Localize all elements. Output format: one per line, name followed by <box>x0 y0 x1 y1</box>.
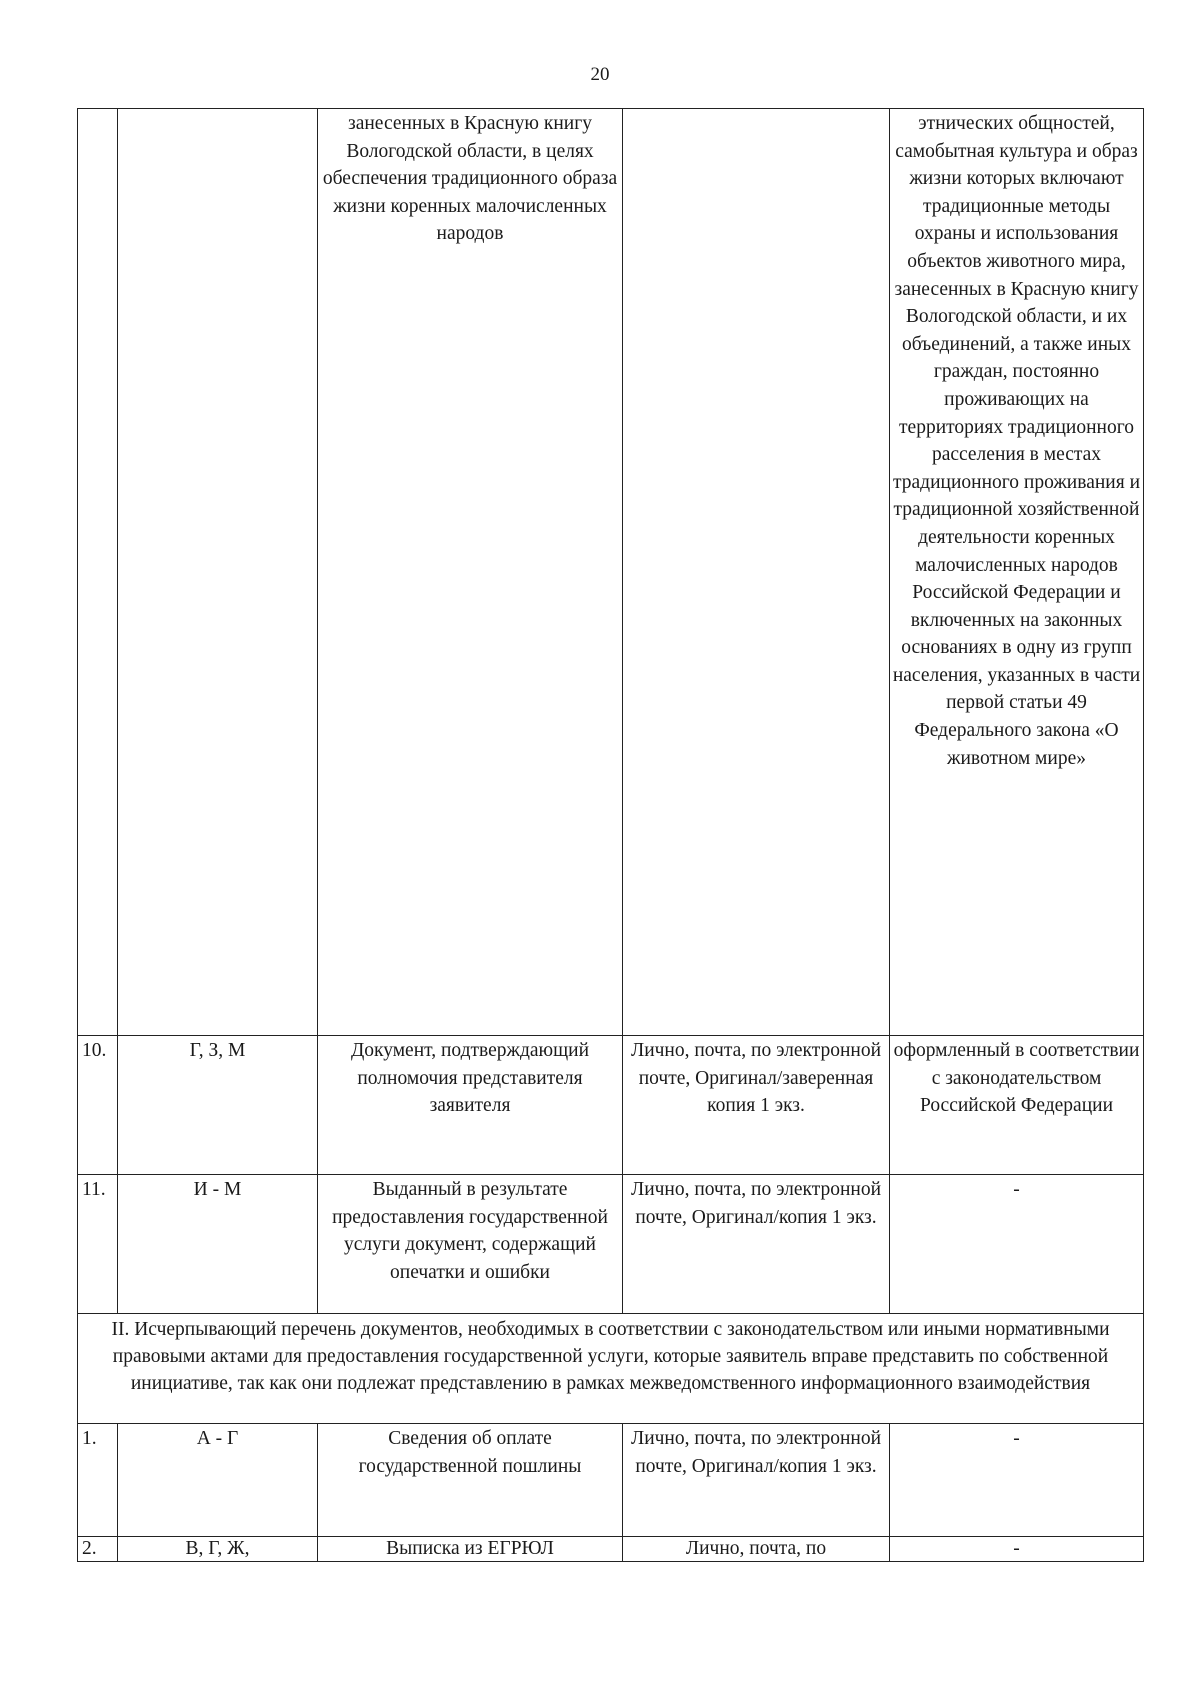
cell-method: Лично, почта, по электронной почте, Оригинал/копия 1 экз. <box>623 1424 890 1537</box>
cell-document-name: Документ, подтверждающий полномочия представителя заявителя <box>318 1036 623 1175</box>
table-row <box>78 1036 1144 1175</box>
cell-category: А - Г <box>118 1424 318 1537</box>
cell-note: - <box>890 1175 1144 1314</box>
cell-num: 2. <box>78 1537 118 1562</box>
cell-method: Лично, почта, по электронной почте, Оригинал/копия 1 экз. <box>623 1175 890 1314</box>
table-row-continued <box>78 109 1144 1036</box>
cell-document-name: Сведения об оплате государственной пошлины <box>318 1424 623 1537</box>
cell-category <box>118 109 318 1036</box>
page-number: 20 <box>590 64 610 85</box>
cell-method: Лично, почта, по электронной почте, Оригинал/заверенная копия 1 экз. <box>623 1036 890 1175</box>
cell-document-name: Выданный в результате предоставления государственной услуги документ, содержащий опечатки и ошибки <box>318 1175 623 1314</box>
section-header: II. Исчерпывающий перечень документов, необходимых в соответствии с законодательством или иными нормативными правовыми актами для предоставления государственной услуги, которые заявитель вправе представить по собственной инициативе, так как они подлежат представлению в рамках межведомственного информационного взаимодействия <box>78 1314 1144 1424</box>
cell-num: 1. <box>78 1424 118 1537</box>
cell-num <box>78 109 118 1036</box>
cell-num: 10. <box>78 1036 118 1175</box>
cell-category: Г, З, М <box>118 1036 318 1175</box>
cell-method <box>623 109 890 1036</box>
cell-method: Лично, почта, по <box>623 1537 890 1562</box>
cell-document-name: Выписка из ЕГРЮЛ <box>318 1537 623 1562</box>
documents-table <box>77 108 1144 1562</box>
cell-category: И - М <box>118 1175 318 1314</box>
table-row <box>78 1537 1144 1562</box>
cell-note: - <box>890 1537 1144 1562</box>
cell-document-name: занесенных в Красную книгу Вологодской области, в целях обеспечения традиционного образа жизни коренных малочисленных народов <box>318 109 623 1036</box>
cell-num: 11. <box>78 1175 118 1314</box>
cell-note: - <box>890 1424 1144 1537</box>
cell-note: оформленный в соответствии с законодательством Российской Федерации <box>890 1036 1144 1175</box>
cell-category: В, Г, Ж, <box>118 1537 318 1562</box>
table-row <box>78 1175 1144 1314</box>
cell-note: этнических общностей, самобытная культура и образ жизни которых включают традиционные методы охраны и использования объектов животного мира, занесенных в Красную книгу Вологодской области, и их объединений, а также иных граждан, постоянно проживающих на территориях традиционного расселения в местах традиционного проживания и традиционной хозяйственной деятельности коренных малочисленных народов Российской Федерации и включенных на законных основаниях в одну из групп населения, указанных в части первой статьи 49 Федерального закона «О животном мире» <box>890 109 1144 1036</box>
section-header-row <box>78 1314 1144 1424</box>
table-row <box>78 1424 1144 1537</box>
